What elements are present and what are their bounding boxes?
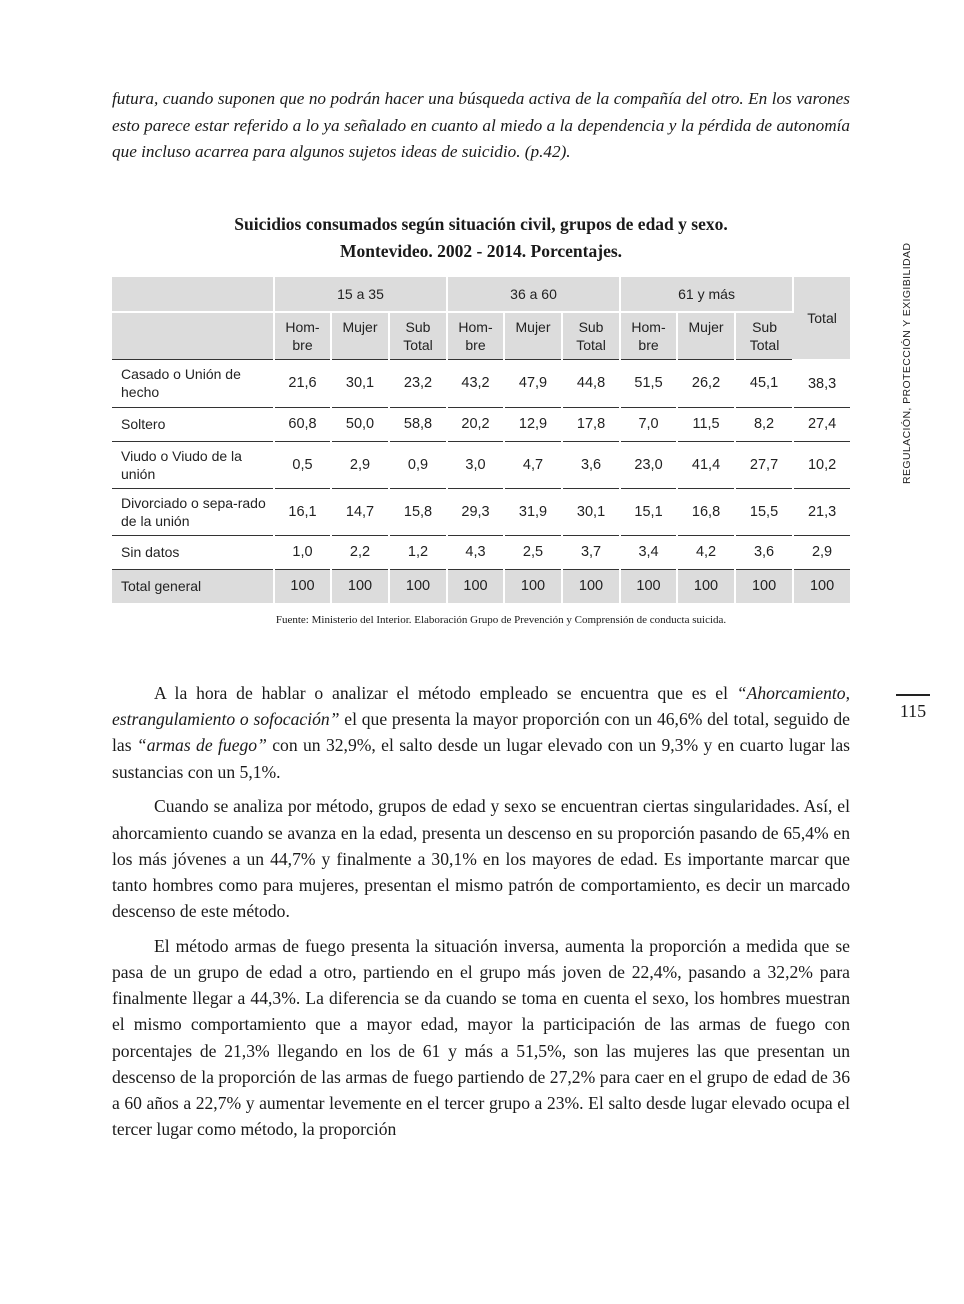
table-cell: 100: [793, 569, 850, 603]
table-cell: 100: [274, 569, 331, 603]
row-label: Divorciado o sepa-rado de la unión: [112, 488, 274, 535]
row-label: Soltero: [112, 407, 274, 441]
sub-header-line: Sub: [752, 319, 777, 335]
group-header-row: [112, 277, 850, 312]
body-text: [112, 680, 850, 1151]
sub-header-line: Mujer: [342, 319, 378, 335]
table-cell: 58,8: [389, 407, 447, 441]
sub-header-line: Total: [749, 337, 780, 353]
table-cell: 11,5: [677, 407, 735, 441]
table-cell: 43,2: [447, 360, 504, 408]
table-cell: 4,7: [504, 441, 562, 488]
running-side-label: REGULACIÓN, PROTECCIÓN Y EXIGIBILIDAD: [901, 242, 913, 484]
header-blank: [112, 277, 274, 312]
group-header: 61 y más: [620, 277, 793, 312]
intro-quote: [112, 86, 850, 166]
sub-header-line: Mujer: [515, 319, 551, 335]
table-cell: 1,2: [389, 535, 447, 569]
paragraph-text: con un 32,9%, el salto desde un lugar elevado con un 9,3% y en cuarto lugar las sustancias con un 5,1%.: [112, 735, 850, 782]
table-title-line1: Suicidios consumados según situación civil, grupos de edad y sexo.: [234, 214, 728, 234]
data-table: [112, 277, 850, 603]
table-cell: 29,3: [447, 488, 504, 535]
emphasis-text: “Ahorcamiento, estrangulamiento o sofocación”: [112, 683, 850, 730]
table-title-line2: Montevideo. 2002 - 2014. Porcentajes.: [339, 241, 623, 261]
paragraph: [112, 680, 850, 785]
sub-header-line: Total: [576, 337, 606, 353]
sub-header-hombre: [447, 312, 504, 360]
paragraph-text: A la hora de hablar o analizar el método empleado se encuentra que es el: [154, 683, 737, 703]
sub-header-line: Hom-: [285, 319, 320, 335]
page-number-rule: [896, 694, 930, 696]
sub-header-mujer: [677, 312, 735, 360]
table-cell: 30,1: [562, 488, 620, 535]
table-total-row: [112, 569, 850, 603]
sub-header-hombre: [620, 312, 677, 360]
table-cell: 21,6: [274, 360, 331, 408]
sub-header-line: Mujer: [688, 319, 724, 335]
intro-quote-text: futura, cuando suponen que no podrán hacer una búsqueda activa de la compañía del otro. En los varones esto parece estar referido a lo ya señalado en cuanto al miedo a la dependencia y la pérdida de autonomía que incluso acarrea para algunos sujetos ideas de suicidio. (p.42).: [112, 89, 850, 161]
table-cell: 100: [735, 569, 793, 603]
table-cell: 3,7: [562, 535, 620, 569]
table-cell: 3,0: [447, 441, 504, 488]
sub-header-mujer: [331, 312, 389, 360]
table-row: [112, 488, 850, 535]
table-cell: 100: [620, 569, 677, 603]
table-source: Fuente: Ministerio del Interior. Elaboración Grupo de Prevención y Comprensión de conducta suicida.: [275, 614, 727, 626]
row-label: Casado o Unión de hecho: [112, 360, 274, 408]
sub-header-row: [112, 312, 850, 360]
table-cell: 2,2: [331, 535, 389, 569]
table-cell: 15,8: [389, 488, 447, 535]
table-cell: 100: [447, 569, 504, 603]
sub-header-line: Sub: [578, 319, 604, 335]
table-cell: 100: [677, 569, 735, 603]
table-cell: 23,2: [389, 360, 447, 408]
table-cell: 16,8: [677, 488, 735, 535]
table-cell: 15,5: [735, 488, 793, 535]
table-cell: 1,0: [274, 535, 331, 569]
table-cell: 15,1: [620, 488, 677, 535]
table-cell: 2,9: [793, 535, 850, 569]
table-cell: 4,2: [677, 535, 735, 569]
table-cell: 100: [389, 569, 447, 603]
table-cell: 3,6: [562, 441, 620, 488]
row-label: Sin datos: [112, 535, 274, 569]
table-cell: 10,2: [793, 441, 850, 488]
table-cell: 12,9: [504, 407, 562, 441]
table-cell: 41,4: [677, 441, 735, 488]
table-cell: 100: [562, 569, 620, 603]
table-cell: 51,5: [620, 360, 677, 408]
sub-header-subtotal: [735, 312, 793, 360]
sub-header-mujer: [504, 312, 562, 360]
table-cell: 21,3: [793, 488, 850, 535]
paragraph: Cuando se analiza por método, grupos de edad y sexo se encuentran ciertas singularidades. Así, el ahorcamiento cuando se avanza en la edad, presenta un descenso en su proporción pasando de 65,4% en los más jóvenes a un 44,7% y finalmente a 30,1% en los mayores de edad. Es importante marcar que tanto hombres como para mujeres, presentan el mismo patrón de comportamiento, es decir un marcado descenso de este método.: [112, 796, 850, 922]
table-cell: 17,8: [562, 407, 620, 441]
table-row: [112, 360, 850, 408]
total-header: Total: [793, 277, 850, 360]
sub-header-line: bre: [292, 337, 313, 353]
table-cell: 2,5: [504, 535, 562, 569]
table-cell: 100: [331, 569, 389, 603]
sub-header-hombre: [274, 312, 331, 360]
sub-header-line: Sub: [405, 319, 431, 335]
table-row: [112, 407, 850, 441]
page-number: 115: [899, 701, 927, 721]
sub-header-line: bre: [638, 337, 659, 353]
table-cell: 60,8: [274, 407, 331, 441]
table-cell: 31,9: [504, 488, 562, 535]
table-cell: 26,2: [677, 360, 735, 408]
sub-header-subtotal: [562, 312, 620, 360]
row-label: Total general: [112, 569, 274, 603]
paragraph: El método armas de fuego presenta la situación inversa, aumenta la proporción a medida que se pasa de un grupo de edad a otro, partiendo en el grupo más joven de 22,4%, pasando a 32,2% para finalmente llegar a 44,3%. La diferencia se da cuando se toma en cuenta el sexo, los hombres muestran el mismo comportamiento que a mayor edad, mayor la participación de las armas de fuego con porcentajes de 21,3% llegando en los de 61 y más a 51,5%, son las mujeres las que presentan un descenso de la proporción de las armas de fuego partiendo de 27,2% para caer en el grupo de edad de 36 a 60 años a 22,7% y aumentar levemente en el tercer grupo a 23%. El salto desde lugar elevado ocupa el tercer lugar como método, la proporción: [112, 935, 850, 1140]
table-cell: 45,1: [735, 360, 793, 408]
group-header: 36 a 60: [447, 277, 620, 312]
row-label: Viudo o Viudo de la unión: [112, 441, 274, 488]
paragraph-text: el que presenta la mayor proporción con un 46,6% del total, seguido de las: [112, 709, 850, 756]
table-cell: 0,9: [389, 441, 447, 488]
table-cell: 44,8: [562, 360, 620, 408]
table-cell: 50,0: [331, 407, 389, 441]
sub-header-line: Hom-: [631, 319, 666, 335]
table-title: [112, 211, 850, 265]
table-cell: 0,5: [274, 441, 331, 488]
table-cell: 3,4: [620, 535, 677, 569]
group-header: 15 a 35: [274, 277, 447, 312]
table-cell: 20,2: [447, 407, 504, 441]
table-cell: 8,2: [735, 407, 793, 441]
table-row: [112, 535, 850, 569]
table-cell: 27,7: [735, 441, 793, 488]
sub-header-line: Hom-: [458, 319, 493, 335]
table-cell: 14,7: [331, 488, 389, 535]
table-cell: 7,0: [620, 407, 677, 441]
table-cell: 2,9: [331, 441, 389, 488]
table-cell: 16,1: [274, 488, 331, 535]
table-cell: 30,1: [331, 360, 389, 408]
table-cell: 100: [504, 569, 562, 603]
table-cell: 47,9: [504, 360, 562, 408]
sub-header-subtotal: [389, 312, 447, 360]
table-cell: 3,6: [735, 535, 793, 569]
table-cell: 27,4: [793, 407, 850, 441]
sub-header-line: bre: [465, 337, 486, 353]
table-cell: 38,3: [793, 360, 850, 408]
table-cell: 23,0: [620, 441, 677, 488]
header-blank: [112, 312, 274, 360]
table-cell: 4,3: [447, 535, 504, 569]
sub-header-line: Total: [403, 337, 433, 353]
table-row: [112, 441, 850, 488]
emphasis-text: “armas de fuego”: [136, 735, 267, 756]
